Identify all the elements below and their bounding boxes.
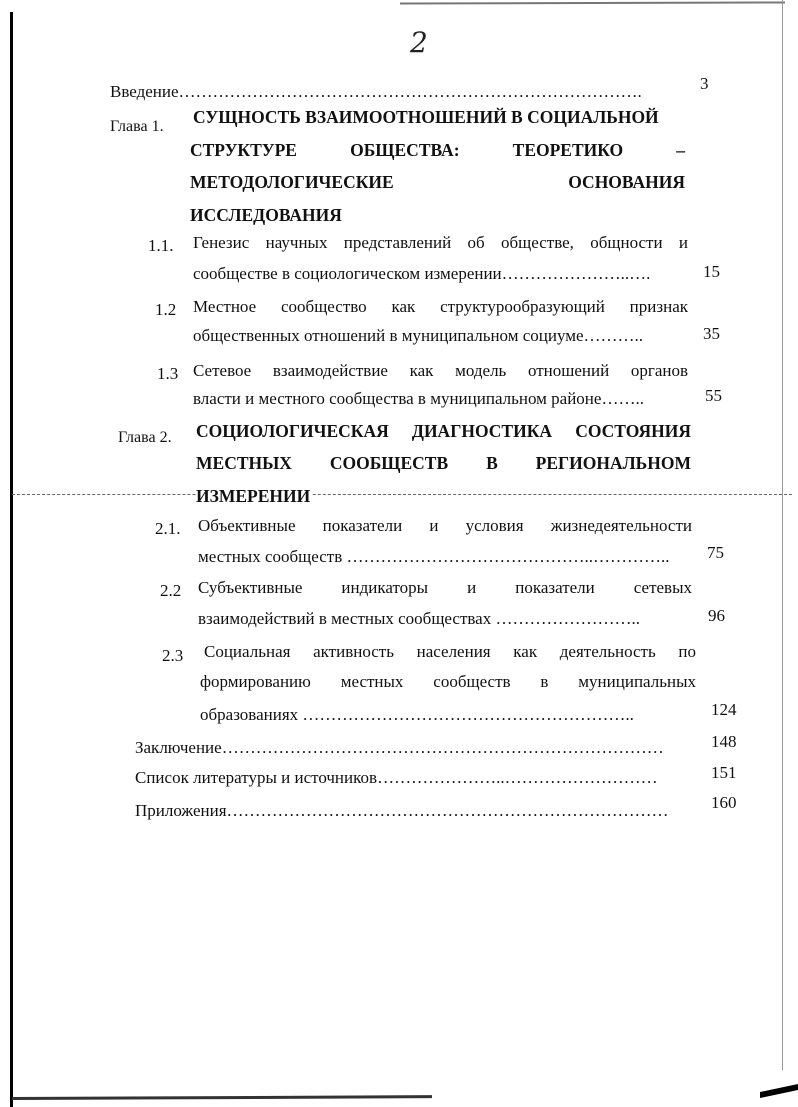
- section-1-1-page: 15: [703, 262, 720, 281]
- chapter1-title-line4: ИССЛЕДОВАНИЯ: [190, 205, 342, 225]
- section-1-2-line1: Местное сообщество как структурообразующий признак: [193, 297, 688, 316]
- section-1-2-page: 35: [703, 324, 720, 343]
- toc-appendices-page: 160: [711, 793, 737, 812]
- section-2-1-line2: местных сообществ ……………………………………..…………..: [198, 547, 670, 566]
- section-1-1-line2: сообществе в социологическом измерении…………………..….: [193, 264, 651, 283]
- section-2-2-line1: Субъективные индикаторы и показатели сетевых: [198, 578, 692, 597]
- section-2-3-line3: образованиях …………………………………………………..: [200, 705, 634, 724]
- section-2-3-line1: Социальная активность населения как деятельность по: [204, 642, 696, 661]
- dot-leader: ……………………………………………………………………: [221, 738, 664, 757]
- section-2-3-line2: формированию местных сообществ в муниципальных: [200, 672, 696, 691]
- chapter2-label: Глава 2.: [118, 429, 172, 446]
- section-2-2-num: 2.2: [160, 581, 182, 600]
- toc-appendices-label: Приложения: [135, 801, 227, 820]
- toc-conclusion: [135, 738, 664, 758]
- chapter1-title-line1: СУЩНОСТЬ ВЗАИМООТНОШЕНИЙ В СОЦИАЛЬНОЙ: [193, 107, 659, 127]
- section-2-2-line2: взаимодействий в местных сообществах ……………………..: [198, 609, 640, 628]
- scan-border-left: [10, 12, 13, 1107]
- section-1-3-num: 1.3: [157, 364, 179, 383]
- scan-border-bottom: [12, 1095, 432, 1100]
- toc-appendices: [135, 801, 669, 821]
- section-2-2-page: 96: [708, 606, 725, 625]
- toc-conclusion-label: Заключение: [135, 738, 222, 757]
- toc-references-page: 151: [711, 763, 737, 782]
- section-2-1-page: 75: [707, 543, 724, 562]
- scan-border-right: [782, 0, 783, 1070]
- chapter1-title-line2: СТРУКТУРЕ ОБЩЕСТВА: ТЕОРЕТИКО –: [190, 140, 685, 160]
- dot-leader: …………………..………………………: [377, 768, 658, 787]
- section-1-3-line1: Сетевое взаимодействие как модель отношений органов: [193, 361, 688, 380]
- section-1-2-num: 1.2: [155, 300, 177, 319]
- section-1-3-page: 55: [705, 386, 722, 405]
- chapter1-label: Глава 1.: [110, 118, 164, 135]
- section-1-3-line2: власти и местного сообщества в муниципальном районе……..: [193, 389, 644, 408]
- dot-leader: ……………………………………………………………………: [226, 801, 669, 820]
- toc-intro-page: 3: [700, 74, 709, 93]
- chapter2-title-line3: ИЗМЕРЕНИИ: [196, 486, 311, 506]
- dot-leader: ……………………………………………………………………….: [178, 82, 642, 101]
- scan-border-top: [400, 1, 785, 4]
- scan-fold-line: [12, 494, 792, 495]
- section-2-1-num: 2.1.: [155, 519, 181, 538]
- section-2-3-num: 2.3: [162, 646, 184, 665]
- handwritten-page-number: 2: [410, 26, 428, 59]
- section-2-1-line1: Объективные показатели и условия жизнедеятельности: [198, 516, 692, 535]
- section-2-3-page: 124: [711, 700, 737, 719]
- section-1-1-num: 1.1.: [148, 236, 174, 255]
- chapter2-title-line1: СОЦИОЛОГИЧЕСКАЯ ДИАГНОСТИКА СОСТОЯНИЯ: [196, 421, 691, 441]
- toc-references: [135, 768, 658, 788]
- toc-conclusion-page: 148: [711, 732, 737, 751]
- chapter1-title-line3: МЕТОДОЛОГИЧЕСКИЕ ОСНОВАНИЯ: [190, 172, 685, 192]
- section-1-1-line1: Генезис научных представлений об обществе, общности и: [193, 233, 688, 252]
- section-1-2-line2: общественных отношений в муниципальном социуме………..: [193, 326, 644, 345]
- toc-references-label: Список литературы и источников: [135, 768, 378, 787]
- toc-intro-label: Введение: [110, 82, 179, 101]
- scan-corner-mark: [760, 1084, 798, 1098]
- chapter2-title-line2: МЕСТНЫХ СООБЩЕСТВ В РЕГИОНАЛЬНОМ: [196, 453, 691, 473]
- toc-intro: [110, 82, 670, 102]
